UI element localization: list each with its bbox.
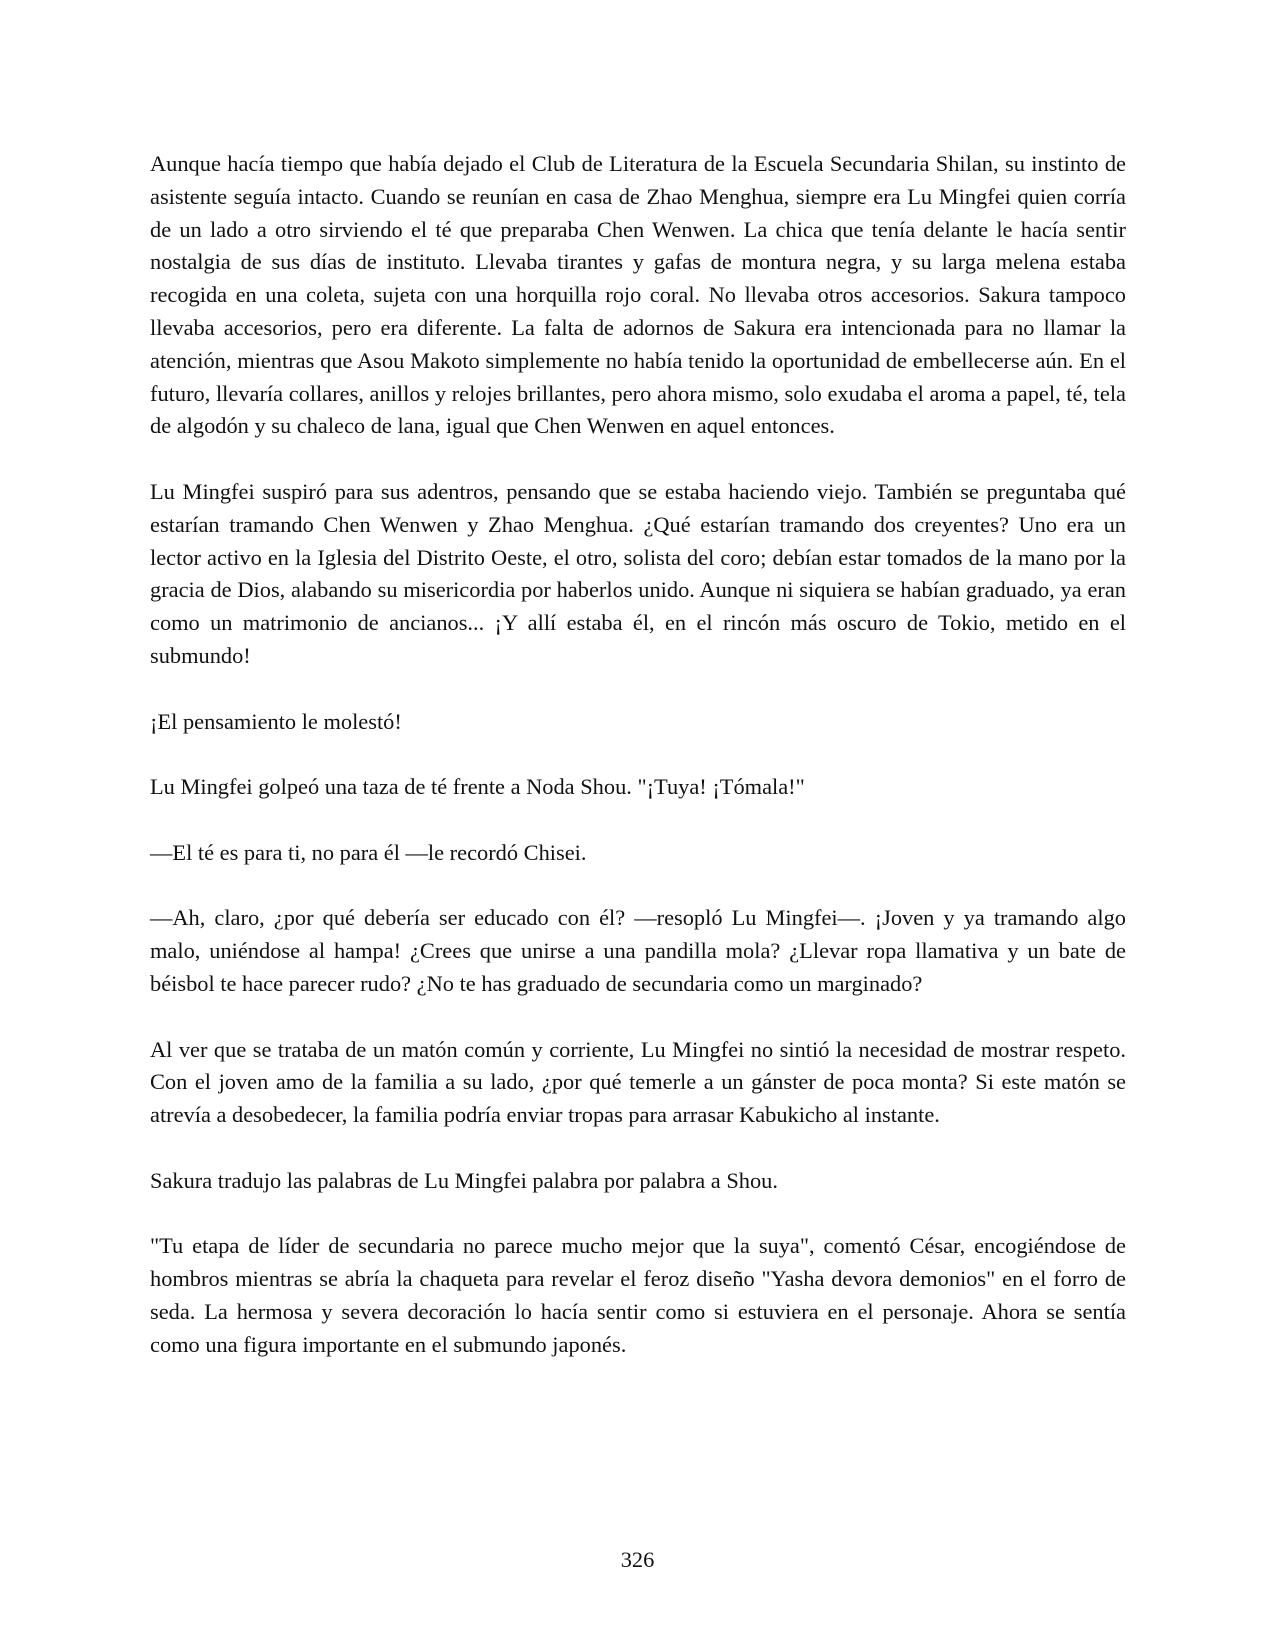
- page-number: 326: [620, 1547, 655, 1572]
- paragraph-8: Sakura tradujo las palabras de Lu Mingfei palabra por palabra a Shou.: [150, 1167, 778, 1193]
- body-text: [150, 148, 1126, 1361]
- paragraph-4: Lu Mingfei golpeó una taza de té frente a Noda Shou. "¡Tuya! ¡Tómala!": [150, 774, 805, 800]
- paragraph-1: Aunque hacía tiempo que había dejado el Club de Literatura de la Escuela Secundaria Shilan, su instinto de asistente seguía intacto. Cuando se reunían en casa de Zhao Menghua, siempre era Lu Mingfei quien corría de un lado a otro sirviendo el té que preparaba Chen Wenwen. La chica que tenía delante le hacía sentir nostalgia de sus días de instituto. Llevaba tirantes y gafas de montura negra, y su larga melena estaba recogida en una coleta, sujeta con una horquilla rojo coral. No llevaba otros accesorios. Sakura tampoco llevaba accesorios, pero era diferente. La falta de adornos de Sakura era intencionada para no llamar la atención, mientras que Asou Makoto simplemente no había tenido la oportunidad de embellecerse aún. En el futuro, llevaría collares, anillos y relojes brillantes, pero ahora mismo, solo exudaba el aroma a papel, té, tela de algodón y su chaleco de lana, igual que Chen Wenwen en aquel entonces.: [150, 151, 1126, 439]
- paragraph-9: "Tu etapa de líder de secundaria no parece mucho mejor que la suya", comentó César, encogiéndose de hombros mientras se abría la chaqueta para revelar el feroz diseño "Yasha devora demonios" en el forro de seda. La hermosa y severa decoración lo hacía sentir como si estuviera en el personaje. Ahora se sentía como una figura importante en el submundo japonés.: [150, 1233, 1126, 1357]
- paragraph-2: Lu Mingfei suspiró para sus adentros, pensando que se estaba haciendo viejo. También se preguntaba qué estarían tramando Chen Wenwen y Zhao Menghua. ¿Qué estarían tramando dos creyentes? Uno era un lector activo en la Iglesia del Distrito Oeste, el otro, solista del coro; debían estar tomados de la mano por la gracia de Dios, alabando su misericordia por haberlos unido. Aunque ni siquiera se habían graduado, ya eran como un matrimonio de ancianos... ¡Y allí estaba él, en el rincón más oscuro de Tokio, metido en el submundo!: [150, 478, 1126, 668]
- paragraph-6: —Ah, claro, ¿por qué debería ser educado con él? —resopló Lu Mingfei—. ¡Joven y ya tramando algo malo, uniéndose al hampa! ¿Crees que unirse a una pandilla mola? ¿Llevar ropa llamativa y un bate de béisbol te hace parecer rudo? ¿No te has graduado de secundaria como un marginado?: [150, 905, 1126, 996]
- paragraph-3: ¡El pensamiento le molestó!: [150, 708, 402, 734]
- paragraph-7: Al ver que se trataba de un matón común y corriente, Lu Mingfei no sintió la necesidad de mostrar respeto. Con el joven amo de la familia a su lado, ¿por qué temerle a un gánster de poca monta? Si este matón se atrevía a desobedecer, la familia podría enviar tropas para arrasar Kabukicho al instante.: [150, 1036, 1126, 1128]
- paragraph-5: —El té es para ti, no para él —le recordó Chisei.: [150, 839, 587, 865]
